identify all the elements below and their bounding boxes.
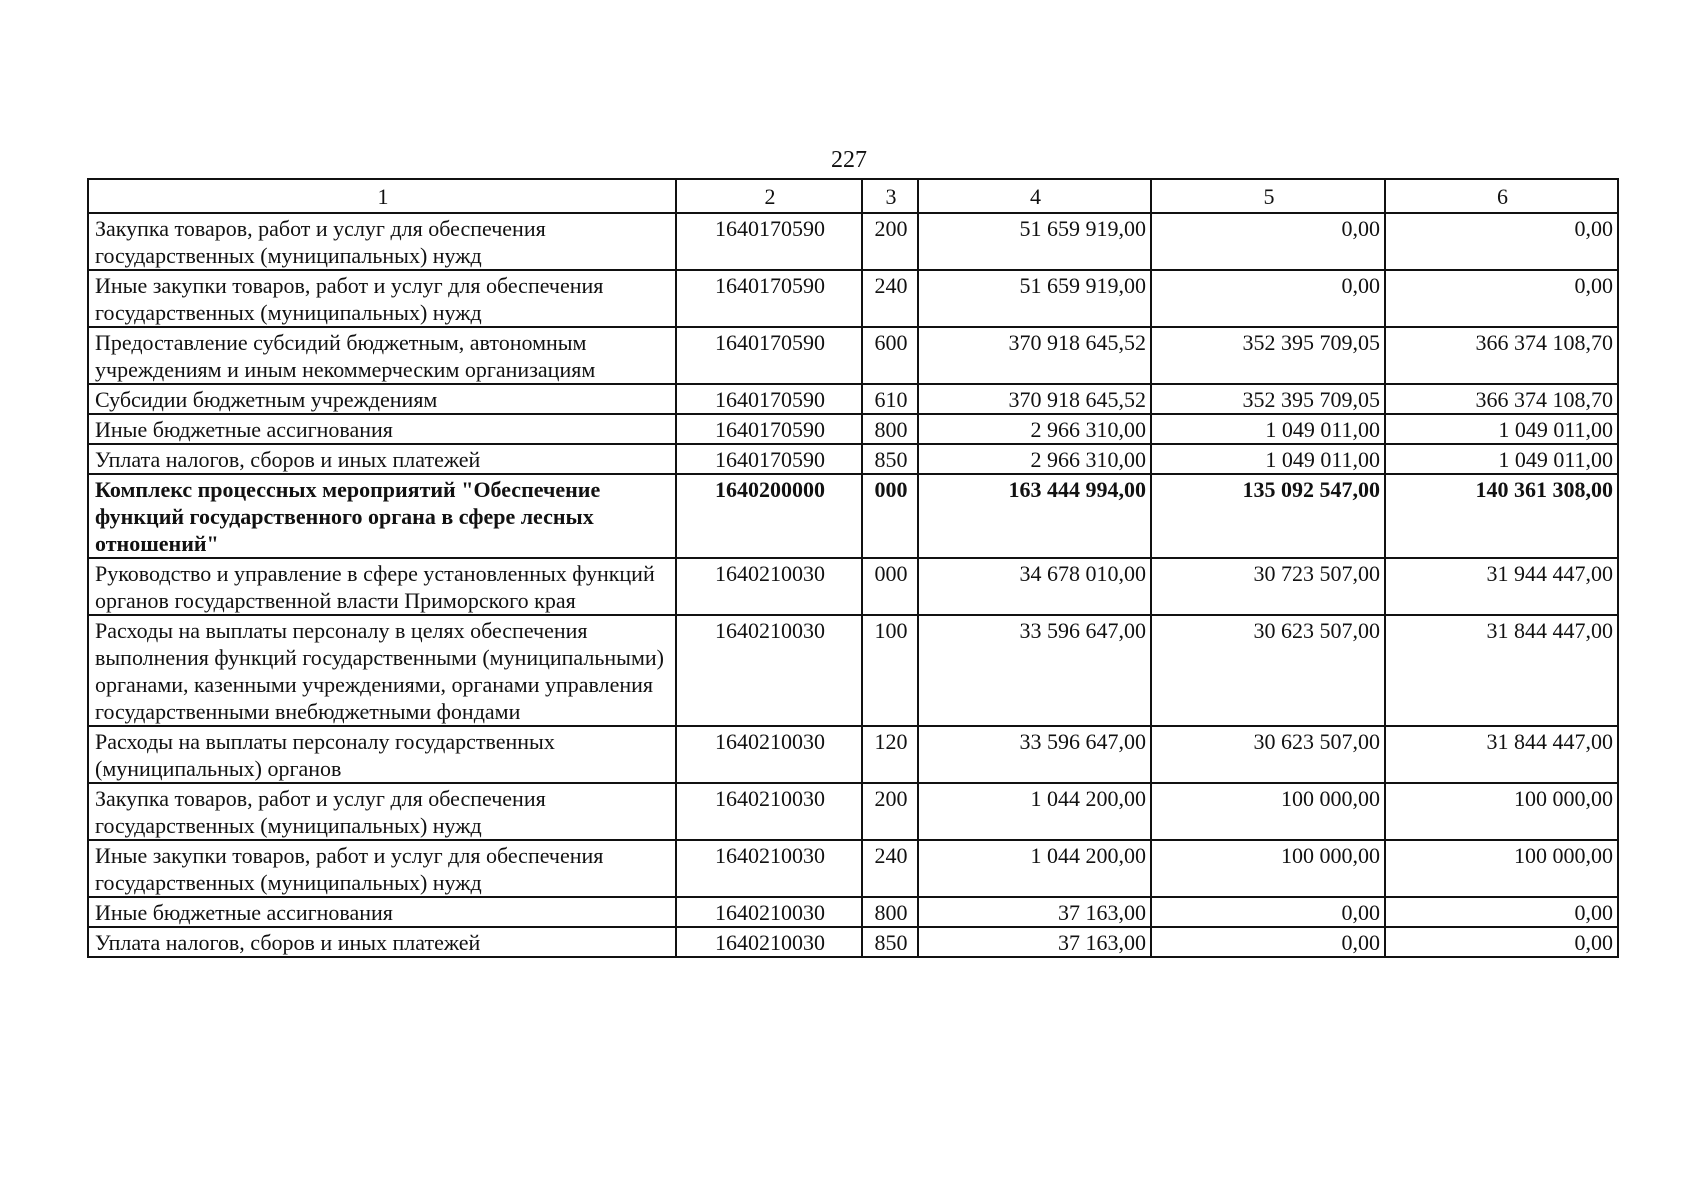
row-expense-type: 600 — [862, 327, 918, 384]
row-target-code: 1640170590 — [676, 270, 862, 327]
page-number: 227 — [831, 147, 867, 173]
row-target-code: 1640210030 — [676, 927, 862, 957]
table-row — [88, 783, 1618, 840]
column-header-6: 6 — [1385, 179, 1618, 213]
row-value-col4: 51 659 919,00 — [918, 270, 1151, 327]
row-value-col5: 30 623 507,00 — [1151, 615, 1385, 726]
row-name: Иные бюджетные ассигнования — [88, 897, 676, 927]
row-expense-type: 610 — [862, 384, 918, 414]
row-value-col4: 1 044 200,00 — [918, 840, 1151, 897]
table-row — [88, 726, 1618, 783]
column-header-5: 5 — [1151, 179, 1385, 213]
row-value-col6: 0,00 — [1385, 927, 1618, 957]
row-value-col5: 100 000,00 — [1151, 840, 1385, 897]
row-value-col4: 34 678 010,00 — [918, 558, 1151, 615]
row-target-code: 1640170590 — [676, 213, 862, 270]
row-value-col6: 100 000,00 — [1385, 783, 1618, 840]
row-value-col6: 100 000,00 — [1385, 840, 1618, 897]
row-name: Расходы на выплаты персоналу государственных (муниципальных) органов — [88, 726, 676, 783]
row-target-code: 1640210030 — [676, 783, 862, 840]
row-value-col4: 163 444 994,00 — [918, 474, 1151, 558]
row-value-col5: 0,00 — [1151, 897, 1385, 927]
row-value-col4: 370 918 645,52 — [918, 327, 1151, 384]
table-row — [88, 615, 1618, 726]
row-target-code: 1640170590 — [676, 444, 862, 474]
column-header-3: 3 — [862, 179, 918, 213]
table-row — [88, 384, 1618, 414]
row-value-col5: 30 723 507,00 — [1151, 558, 1385, 615]
column-header-1: 1 — [88, 179, 676, 213]
row-value-col5: 0,00 — [1151, 270, 1385, 327]
row-value-col6: 366 374 108,70 — [1385, 384, 1618, 414]
row-value-col4: 37 163,00 — [918, 897, 1151, 927]
row-name: Комплекс процессных мероприятий "Обеспечение функций государственного органа в сфере лесных отношений" — [88, 474, 676, 558]
row-name: Иные закупки товаров, работ и услуг для обеспечения государственных (муниципальных) нужд — [88, 840, 676, 897]
row-value-col6: 366 374 108,70 — [1385, 327, 1618, 384]
table-row — [88, 444, 1618, 474]
row-value-col4: 370 918 645,52 — [918, 384, 1151, 414]
row-value-col4: 2 966 310,00 — [918, 414, 1151, 444]
row-expense-type: 800 — [862, 414, 918, 444]
table-row — [88, 327, 1618, 384]
row-value-col5: 0,00 — [1151, 213, 1385, 270]
row-value-col6: 31 944 447,00 — [1385, 558, 1618, 615]
budget-table — [87, 178, 1619, 958]
row-value-col4: 2 966 310,00 — [918, 444, 1151, 474]
row-value-col6: 0,00 — [1385, 270, 1618, 327]
row-expense-type: 200 — [862, 783, 918, 840]
row-target-code: 1640210030 — [676, 558, 862, 615]
row-expense-type: 120 — [862, 726, 918, 783]
row-value-col4: 51 659 919,00 — [918, 213, 1151, 270]
row-expense-type: 000 — [862, 558, 918, 615]
row-value-col5: 135 092 547,00 — [1151, 474, 1385, 558]
row-expense-type: 800 — [862, 897, 918, 927]
row-value-col6: 0,00 — [1385, 213, 1618, 270]
table-row — [88, 474, 1618, 558]
row-target-code: 1640210030 — [676, 897, 862, 927]
row-target-code: 1640170590 — [676, 414, 862, 444]
row-name: Руководство и управление в сфере установленных функций органов государственной власти Приморского края — [88, 558, 676, 615]
table-row — [88, 558, 1618, 615]
row-name: Иные закупки товаров, работ и услуг для обеспечения государственных (муниципальных) нужд — [88, 270, 676, 327]
row-value-col5: 352 395 709,05 — [1151, 327, 1385, 384]
row-value-col6: 31 844 447,00 — [1385, 615, 1618, 726]
row-value-col4: 33 596 647,00 — [918, 615, 1151, 726]
row-expense-type: 240 — [862, 270, 918, 327]
row-value-col4: 33 596 647,00 — [918, 726, 1151, 783]
row-name: Расходы на выплаты персоналу в целях обеспечения выполнения функций государственными (муниципальными) органами, казенными учреждениями, органами управления государственными внебюджетными фондами — [88, 615, 676, 726]
table-body — [88, 213, 1618, 957]
row-value-col5: 0,00 — [1151, 927, 1385, 957]
row-expense-type: 850 — [862, 444, 918, 474]
row-name: Иные бюджетные ассигнования — [88, 414, 676, 444]
row-name: Закупка товаров, работ и услуг для обеспечения государственных (муниципальных) нужд — [88, 783, 676, 840]
row-expense-type: 240 — [862, 840, 918, 897]
row-expense-type: 200 — [862, 213, 918, 270]
table-row — [88, 213, 1618, 270]
header-row — [88, 179, 1618, 213]
row-target-code: 1640170590 — [676, 384, 862, 414]
column-header-2: 2 — [676, 179, 862, 213]
row-value-col4: 37 163,00 — [918, 927, 1151, 957]
row-name: Предоставление субсидий бюджетным, автономным учреждениям и иным некоммерческим организациям — [88, 327, 676, 384]
row-value-col4: 1 044 200,00 — [918, 783, 1151, 840]
row-name: Уплата налогов, сборов и иных платежей — [88, 927, 676, 957]
row-target-code: 1640170590 — [676, 327, 862, 384]
row-expense-type: 000 — [862, 474, 918, 558]
table-row — [88, 414, 1618, 444]
row-value-col6: 31 844 447,00 — [1385, 726, 1618, 783]
row-value-col5: 30 623 507,00 — [1151, 726, 1385, 783]
table-row — [88, 927, 1618, 957]
row-value-col6: 1 049 011,00 — [1385, 444, 1618, 474]
row-target-code: 1640210030 — [676, 726, 862, 783]
row-name: Уплата налогов, сборов и иных платежей — [88, 444, 676, 474]
row-value-col5: 1 049 011,00 — [1151, 414, 1385, 444]
row-name: Субсидии бюджетным учреждениям — [88, 384, 676, 414]
row-target-code: 1640210030 — [676, 840, 862, 897]
row-target-code: 1640210030 — [676, 615, 862, 726]
column-header-4: 4 — [918, 179, 1151, 213]
row-value-col6: 1 049 011,00 — [1385, 414, 1618, 444]
row-value-col5: 100 000,00 — [1151, 783, 1385, 840]
row-expense-type: 850 — [862, 927, 918, 957]
table-row — [88, 840, 1618, 897]
row-value-col5: 1 049 011,00 — [1151, 444, 1385, 474]
table-row — [88, 270, 1618, 327]
row-value-col6: 140 361 308,00 — [1385, 474, 1618, 558]
row-target-code: 1640200000 — [676, 474, 862, 558]
table-row — [88, 897, 1618, 927]
row-name: Закупка товаров, работ и услуг для обеспечения государственных (муниципальных) нужд — [88, 213, 676, 270]
row-expense-type: 100 — [862, 615, 918, 726]
row-value-col5: 352 395 709,05 — [1151, 384, 1385, 414]
row-value-col6: 0,00 — [1385, 897, 1618, 927]
